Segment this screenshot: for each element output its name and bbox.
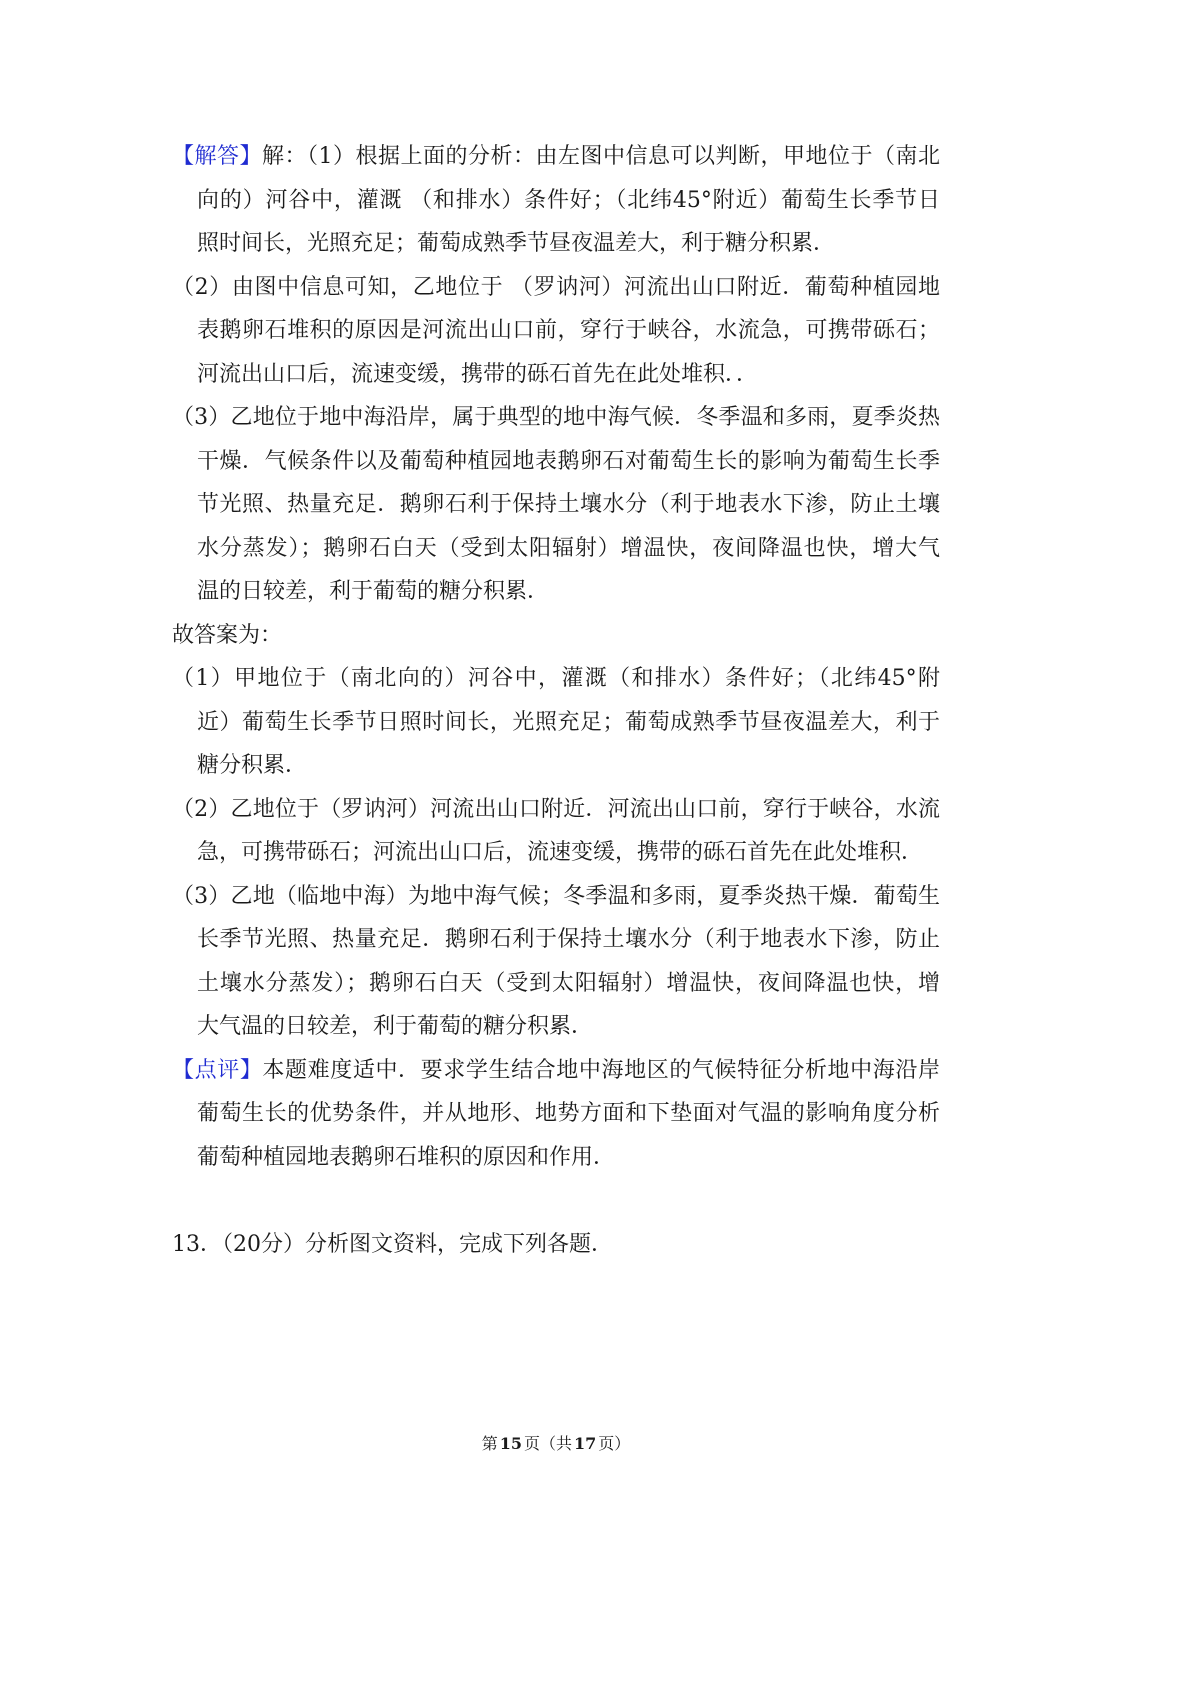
final-answer-line: （2）乙地位于（罗讷河）河流出山口附近．河流出山口前，穿行于峡谷，水流 [172, 796, 940, 822]
comment-text: 本题难度适中．要求学生结合地中海地区的气候特征分析地中海沿岸 [262, 1057, 940, 1083]
final-answer-heading: 故答案为： [172, 622, 283, 648]
footer-total-pages: 17 [574, 1434, 597, 1453]
final-answer-line: 近）葡萄生长季节日照时间长，光照充足；葡萄成熟季节昼夜温差大，利于 [197, 709, 940, 735]
answer-label: 【解答】 [172, 144, 262, 169]
final-answer-line: 土壤水分蒸发）；鹅卵石白天（受到太阳辐射）增温快，夜间降温也快，增 [197, 970, 940, 996]
final-answer-line: 急，可携带砾石；河流出山口后，流速变缓，携带的砾石首先在此处堆积． [197, 840, 924, 865]
footer-suffix: 页） [598, 1434, 631, 1453]
final-answer-line: （3）乙地（临地中海）为地中海气候；冬季温和多雨，夏季炎热干燥．葡萄生 [172, 883, 940, 909]
answer-line [172, 135, 940, 179]
answer-line: 温的日较差，利于葡萄的糖分积累． [197, 579, 550, 604]
answer-line: 水分蒸发）；鹅卵石白天（受到太阳辐射）增温快，夜间降温也快，增大气 [197, 535, 940, 561]
final-answer-line: （1）甲地位于（南北向的）河谷中，灌溉（和排水）条件好；（北纬45°附 [172, 666, 940, 691]
page-footer [172, 1431, 940, 1457]
answer-line: 河流出山口后，流速变缓，携带的砾石首先在此处堆积．． [197, 361, 759, 387]
comment-line [172, 1049, 940, 1093]
answer-line: 向的）河谷中，灌溉 （和排水）条件好；（北纬45°附近）葡萄生长季节日 [197, 187, 940, 213]
question-13: 13．（20分）分析图文资料，完成下列各题． [172, 1231, 613, 1257]
comment-label: 【点评】 [172, 1057, 263, 1083]
final-answer-line: 长季节光照、热量充足．鹅卵石利于保持土壤水分（利于地表水下渗，防止 [197, 927, 940, 952]
answer-line: （3）乙地位于地中海沿岸，属于典型的地中海气候．冬季温和多雨，夏季炎热 [172, 405, 940, 430]
footer-middle: 页（共 [523, 1434, 572, 1453]
comment-line: 葡萄生长的优势条件，并从地形、地势方面和下垫面对气温的影响角度分析 [197, 1101, 940, 1126]
final-answer-line: 大气温的日较差，利于葡萄的糖分积累． [197, 1014, 594, 1039]
comment-line: 葡萄种植园地表鹅卵石堆积的原因和作用． [197, 1144, 616, 1170]
blank-line [172, 1179, 940, 1223]
answer-line: 表鹅卵石堆积的原因是河流出山口前，穿行于峡谷，水流急，可携带砾石； [197, 318, 940, 343]
answer-text: 解：（1）根据上面的分析：由左图中信息可以判断，甲地位于（南北 [262, 144, 940, 169]
footer-prefix: 第 [481, 1434, 498, 1453]
answer-line: 干燥．气候条件以及葡萄种植园地表鹅卵石对葡萄生长的影响为葡萄生长季 [197, 448, 940, 474]
footer-page-number: 15 [499, 1434, 522, 1453]
answer-line: （2）由图中信息可知，乙地位于 （罗讷河）河流出山口附近．葡萄种植园地 [172, 274, 940, 300]
answer-line: 节光照、热量充足．鹅卵石利于保持土壤水分（利于地表水下渗，防止土壤 [197, 492, 940, 517]
final-answer-line: 糖分积累． [197, 753, 308, 778]
page-content [172, 135, 940, 1266]
answer-line: 照时间长，光照充足；葡萄成熟季节昼夜温差大，利于糖分积累． [197, 231, 836, 256]
